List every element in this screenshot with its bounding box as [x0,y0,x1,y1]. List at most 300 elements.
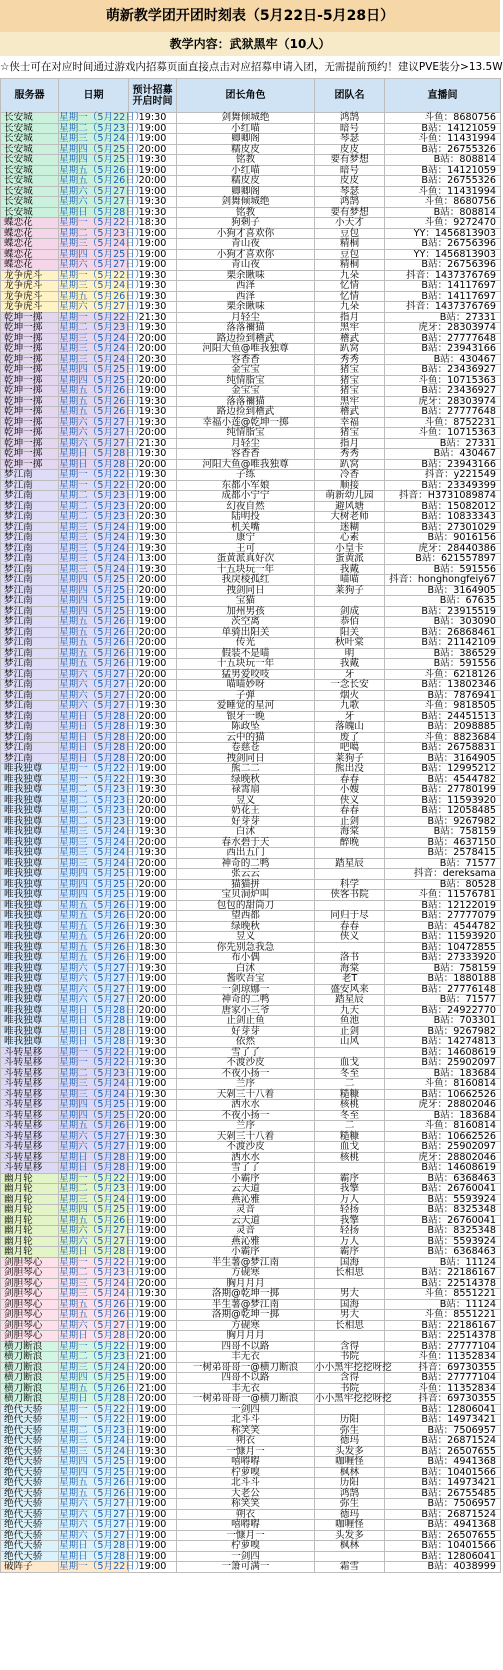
date-cell: 星期二（5月23日） [59,1067,145,1079]
stream-cell: B站：7506957 [385,1499,501,1510]
date-cell: 星期五（5月26日） [59,290,145,302]
stream-cell: B站：183684 [385,1110,501,1121]
time-cell: 19:30 [129,1289,177,1300]
date-cell: 星期四（5月25日） [59,1456,145,1467]
server-cell: 剑胆琴心 [1,1320,59,1331]
team-cell [315,596,385,607]
server-cell: 斗转星移 [1,1110,59,1121]
time-cell: 19:30 [129,701,177,712]
team-cell: 春春 [315,774,385,785]
date-cell: 星期一（5月22日） [59,1561,145,1572]
leader-cell: 陈政坠 [177,722,315,733]
leader-cell: 蛋黄派真好次 [177,554,315,565]
server-cell: 绝代天骄 [1,1520,59,1531]
leader-cell: 雪了了 [177,1047,315,1058]
leader-cell: 兰序 [177,1121,315,1132]
team-cell: 长相思 [315,1320,385,1331]
stream-cell: B站：14117697 [385,281,501,292]
table-row [1,354,501,365]
leader-cell: 幻夜自然 [177,501,315,512]
server-cell: 唯我独尊 [1,921,59,932]
table-row [1,879,501,890]
team-cell: 血戈 [315,1058,385,1069]
table-row [1,942,501,953]
date-cell: 星期四（5月25日） [59,868,145,879]
table-row [1,386,501,397]
table-row [1,1194,501,1205]
date-cell: 星期二（5月23日） [59,784,145,795]
stream-cell: B站：27333920 [385,953,501,964]
table-row [1,1026,501,1037]
team-cell: 德玛 [315,1436,385,1447]
server-cell: 梦江南 [1,680,59,691]
server-cell: 唯我独尊 [1,963,59,974]
table-row [1,407,501,418]
stream-cell: B站：25902097 [385,1058,501,1069]
server-cell: 幽月轮 [1,1236,59,1247]
server-cell: 绝代天骄 [1,1467,59,1478]
table-row [1,806,501,817]
leader-cell: 止剑止鱼 [177,1016,315,1027]
leader-cell: 洛期@乾坤一掷 [177,1310,315,1321]
date-cell: 星期五（5月26日） [59,1214,145,1226]
team-cell: 熊出没 [315,764,385,775]
team-cell: 二 [315,1121,385,1132]
server-cell: 长安城 [1,186,59,197]
time-cell: 19:00 [129,1026,177,1037]
team-cell: 稽武 [315,407,385,418]
team-cell: 我擎 [315,1184,385,1195]
stream-cell: B站：10662526 [385,1131,501,1142]
date-cell: 星期三（5月24日） [59,836,145,848]
team-cell: 黑牢 [315,323,385,334]
table-row [1,1320,501,1331]
team-cell [315,1278,385,1289]
team-cell: 侠义 [315,932,385,943]
team-cell: 九朵 [315,302,385,313]
stream-cell: B站：11593920 [385,795,501,806]
time-cell: 19:30 [129,291,177,302]
leader-cell: 纯情脂宝 [177,428,315,439]
stream-cell: B站：27777104 [385,1341,501,1352]
date-cell: 星期四（5月25日） [59,574,145,585]
leader-cell: 成都小宁宁 [177,491,315,502]
table-row [1,249,501,260]
date-cell: 星期六（5月27日） [59,679,145,690]
header-row [1,79,501,113]
team-cell: 长相思 [315,1268,385,1279]
team-cell: 冬至 [315,1068,385,1079]
date-cell: 星期日（5月28日） [59,710,145,722]
team-cell: 书院 [315,1352,385,1363]
stream-cell: B站：13802346 [385,680,501,691]
table-row [1,554,501,565]
time-cell: 19:30 [129,417,177,428]
team-cell: 喵喵 [315,575,385,586]
date-cell: 星期六（5月27日） [59,689,145,701]
leader-cell: 灵音 [177,1226,315,1237]
leader-cell: 糯皮皮 [177,176,315,187]
leader-cell: 子弹 [177,690,315,701]
server-cell: 唯我独尊 [1,837,59,848]
time-cell: 19:00 [129,1320,177,1331]
table-row [1,1425,501,1436]
time-cell: 19:00 [129,1236,177,1247]
table-row [1,606,501,617]
notice-text: ☆侠士可在对应时间通过游戏内招募页面直接点击对应招募申请入团，无需提前预约！建议PVE装分>13.5W [0,56,500,78]
stream-cell: 斗鱼：11352834 [385,1383,501,1394]
table-row [1,1446,501,1457]
team-cell: 山风 [315,1037,385,1048]
time-cell: 20:00 [129,858,177,869]
stream-cell: B站：5593924 [385,1194,501,1205]
team-cell: 琴瑟 [315,186,385,197]
server-cell: 斗转星移 [1,1142,59,1153]
stream-cell: 抖音：honghongfeiy67 [385,575,501,586]
time-cell: 19:00 [129,1121,177,1132]
table-row [1,533,501,544]
stream-cell: B站：27777648 [385,407,501,418]
stream-cell: B站：10833343 [385,512,501,523]
leader-cell: 昱义 [177,795,315,806]
stream-cell: 抖音：dereksama [385,869,501,880]
team-cell: 国海 [315,1299,385,1310]
table-row [1,753,501,764]
stream-cell: B站：8325348 [385,1226,501,1237]
date-cell: 星期六（5月27日） [59,1529,145,1541]
date-cell: 星期六（5月27日） [59,196,145,207]
stream-cell: 斗鱼：8551221 [385,1289,501,1300]
stream-cell: B站：9016156 [385,533,501,544]
team-cell: 鸿鹄 [315,113,385,124]
date-cell: 星期五（5月26日） [59,637,145,648]
table-row [1,260,501,271]
team-cell: 枫林 [315,1541,385,1552]
time-cell: 19:30 [129,564,177,575]
server-cell: 梦江南 [1,585,59,596]
stream-cell: 斗鱼：11431994 [385,134,501,145]
date-cell: 星期一（5月22日） [59,1046,145,1058]
table-row [1,428,501,439]
stream-cell: B站：22514378 [385,1278,501,1289]
time-cell: 20:00 [129,501,177,512]
stream-cell: B站：22514378 [385,1331,501,1342]
time-cell: 19:00 [129,249,177,260]
stream-cell: B站：22186167 [385,1268,501,1279]
stream-cell: 虎牙：28802046 [385,1152,501,1163]
server-cell: 斗转星移 [1,1089,59,1100]
time-cell: 19:00 [129,1215,177,1226]
time-cell: 19:30 [129,1037,177,1048]
stream-cell: B站：11593920 [385,932,501,943]
time-cell: 19:00 [129,1530,177,1541]
stream-cell: B站：303090 [385,617,501,628]
time-cell: 19:00 [129,1310,177,1321]
stream-cell: B站：14117697 [385,291,501,302]
server-cell: 乾坤一掷 [1,407,59,418]
team-cell: 咖喱怪 [315,1520,385,1531]
time-cell: 19:30 [129,281,177,292]
team-cell: 洛书 [315,953,385,964]
table-row [1,1530,501,1541]
team-cell: 废了 [315,732,385,743]
table-row [1,228,501,239]
team-cell: 迷糊 [315,522,385,533]
time-cell: 20:00 [129,1278,177,1289]
stream-cell: B站：14973421 [385,1478,501,1489]
table-row [1,1205,501,1216]
leader-cell: 金宝宝 [177,365,315,376]
date-cell: 星期三（5月24日） [59,1435,145,1446]
team-cell: 血戈 [315,1142,385,1153]
time-cell: 20:00 [129,480,177,491]
server-cell: 剑胆琴心 [1,1289,59,1300]
server-cell: 唯我独尊 [1,984,59,995]
leader-cell: 一箫可满一 [177,1562,315,1573]
leader-cell: 嘻嘚嘚 [177,1457,315,1468]
server-cell: 梦江南 [1,701,59,712]
team-cell: 冷香 [315,470,385,481]
leader-cell: 子练 [177,470,315,481]
date-cell: 星期五（5月26日） [59,1487,145,1499]
leader-cell: 半生薯@梦江南 [177,1257,315,1268]
server-cell: 斗转星移 [1,1058,59,1069]
team-cell: 皮皮 [315,144,385,155]
team-cell: 醉晚 [315,837,385,848]
leader-cell: 绿晚秋 [177,774,315,785]
time-cell: 20:00 [129,690,177,701]
server-cell: 唯我独尊 [1,764,59,775]
date-cell: 星期三（5月24日） [59,238,145,249]
team-cell: 小皇卡 [315,543,385,554]
leader-cell: 宝猫 [177,596,315,607]
time-cell: 19:30 [129,1058,177,1069]
stream-cell: B站：8325348 [385,1205,501,1216]
stream-cell: B站：27331 [385,312,501,323]
time-cell: 19:00 [129,123,177,134]
date-cell: 星期五（5月26日） [59,626,145,638]
table-row [1,239,501,250]
time-cell: 19:30 [129,470,177,481]
date-cell: 星期日（5月28日） [59,448,145,459]
time-cell: 19:00 [129,522,177,533]
team-cell: 霜雪 [315,1562,385,1573]
team-cell: 含得 [315,1373,385,1384]
stream-cell: B站：71577 [385,858,501,869]
table-row [1,207,501,218]
stream-cell: B站：15082012 [385,501,501,512]
server-cell: 梦江南 [1,522,59,533]
server-cell: 乾坤一掷 [1,449,59,460]
team-cell: 核桃 [315,1100,385,1111]
date-cell: 星期六（5月27日） [59,962,145,974]
leader-cell: 一树弟哥哥一@横刀断浪 [177,1362,315,1373]
team-cell: 我戴 [315,659,385,670]
time-cell: 20:00 [129,732,177,743]
table-row [1,1341,501,1352]
table-row [1,1352,501,1363]
leader-cell: 奶花王 [177,806,315,817]
stream-cell: 斗鱼：11352834 [385,1352,501,1363]
date-cell: 星期六（5月27日） [59,1130,145,1142]
time-cell: 20:00 [129,344,177,355]
team-cell: 德玛 [315,1509,385,1520]
time-cell: 19:00 [129,953,177,964]
time-cell: 19:30 [129,921,177,932]
leader-cell: 嘻嘚嘚 [177,1520,315,1531]
stream-cell: 斗鱼：8680756 [385,197,501,208]
time-cell: 20:00 [129,995,177,1006]
date-cell: 星期五（5月26日） [59,406,145,417]
time-cell: 19:00 [129,1467,177,1478]
date-cell: 星期三（5月24日） [59,826,145,837]
date-cell: 星期二（5月23日） [59,815,145,827]
team-cell: 弥生 [315,1425,385,1436]
header-team: 团队名 [315,79,385,113]
team-cell: 我擎 [315,1215,385,1226]
leader-cell: 路边捡到稽武 [177,333,315,344]
table-row [1,1100,501,1111]
server-cell: 乾坤一掷 [1,417,59,428]
server-cell: 梦江南 [1,575,59,586]
server-cell: 剑胆琴心 [1,1278,59,1289]
date-cell: 星期五（5月26日） [59,920,145,932]
date-cell: 星期二（5月23日） [59,805,145,816]
server-cell: 梦江南 [1,669,59,680]
time-cell: 20:00 [129,459,177,470]
leader-cell: 糯皮皮 [177,144,315,155]
server-cell: 乾坤一掷 [1,386,59,397]
stream-cell: B站：23915519 [385,606,501,617]
leader-cell: 加州男孩 [177,606,315,617]
leader-cell: 禄霄扇 [177,785,315,796]
team-cell: 小嫂 [315,785,385,796]
time-cell: 19:30 [129,1446,177,1457]
date-cell: 星期日（5月28日） [59,742,145,753]
time-cell: 20:00 [129,932,177,943]
leader-cell: 宝贝洞炉叫 [177,890,315,901]
leader-cell: 剑舞倾城绝 [177,113,315,124]
team-cell: 书院 [315,1383,385,1394]
table-row [1,984,501,995]
header-date: 日期 [59,79,129,113]
header-time: 预计招募开启时间 [129,79,177,113]
leader-cell: 称笑笑 [177,1425,315,1436]
page-title: 萌新教学团开团时刻表（5月22日-5月28日） [0,0,500,32]
leader-cell: 青山夜 [177,239,315,250]
server-cell: 绝代天骄 [1,1457,59,1468]
team-cell: 一念长安 [315,680,385,691]
team-cell: 稽武 [315,333,385,344]
server-cell: 绝代天骄 [1,1446,59,1457]
time-cell: 20:00 [129,1005,177,1016]
server-cell: 龙争虎斗 [1,270,59,281]
date-cell: 星期六（5月27日） [59,994,145,1005]
stream-cell: B站：3164905 [385,585,501,596]
date-cell: 星期二（5月23日） [59,1183,145,1194]
table-row [1,1415,501,1426]
stream-cell: 斗鱼：8680756 [385,113,501,124]
time-cell: 19:00 [129,648,177,659]
stream-cell: B站：24451513 [385,711,501,722]
date-cell: 星期日（5月28日） [59,1151,145,1163]
time-cell: 19:00 [129,1509,177,1520]
table-row [1,1299,501,1310]
table-row [1,1436,501,1447]
date-cell: 星期六（5月27日） [59,301,145,312]
stream-cell: B站：23943166 [385,344,501,355]
stream-cell: B站：4038999 [385,1562,501,1573]
stream-cell: B站：4544782 [385,774,501,785]
team-cell: 我戴 [315,564,385,575]
server-cell: 幽月轮 [1,1173,59,1184]
table-row [1,638,501,649]
time-cell: 19:00 [129,1194,177,1205]
server-cell: 长安城 [1,155,59,166]
stream-cell: B站：4941368 [385,1520,501,1531]
time-cell: 19:00 [129,1541,177,1552]
time-cell: 20:00 [129,176,177,187]
server-cell: 梦江南 [1,722,59,733]
leader-cell: 十五块玩一年 [177,564,315,575]
leader-cell: 白沭 [177,963,315,974]
server-cell: 幽月轮 [1,1247,59,1258]
time-cell: 19:00 [129,1226,177,1237]
server-cell: 唯我独尊 [1,1016,59,1027]
time-cell: 19:00 [129,1415,177,1426]
stream-cell: B站：10662526 [385,1089,501,1100]
table-row [1,1079,501,1090]
time-cell: 19:00 [129,491,177,502]
leader-cell: 不夜小扬一 [177,1068,315,1079]
server-cell: 绝代天骄 [1,1436,59,1447]
server-cell: 斗转星移 [1,1121,59,1132]
time-cell: 20:00 [129,795,177,806]
server-cell: 斗转星移 [1,1047,59,1058]
stream-cell: B站：26756396 [385,239,501,250]
stream-cell: B站：14608619 [385,1047,501,1058]
table-row [1,323,501,334]
table-row [1,953,501,964]
team-cell: 秀秀 [315,354,385,365]
time-cell: 20:00 [129,806,177,817]
date-cell: 星期一（5月22日） [59,773,145,785]
table-row [1,186,501,197]
stream-cell: B站：26760041 [385,1215,501,1226]
time-cell: 19:00 [129,617,177,628]
team-cell: 冬至 [315,1110,385,1121]
time-cell: 19:00 [129,1268,177,1279]
server-cell: 唯我独尊 [1,795,59,806]
stream-cell: 抖音：H3731089874 [385,491,501,502]
team-cell: 男大 [315,1289,385,1300]
time-cell: 19:00 [129,228,177,239]
time-cell: 19:30 [129,1131,177,1142]
team-cell: 老T [315,974,385,985]
date-cell: 星期四（5月25日） [59,374,145,386]
server-cell: 蝶恋花 [1,218,59,229]
time-cell: 19:00 [129,890,177,901]
time-cell: 19:30 [129,197,177,208]
date-cell: 星期二（5月23日） [59,500,145,512]
table-row [1,1005,501,1016]
stream-cell: 虎牙：28303974 [385,396,501,407]
team-cell: 秋叶棠 [315,638,385,649]
time-cell: 19:00 [129,764,177,775]
table-row [1,648,501,659]
server-cell: 乾坤一掷 [1,438,59,449]
table-row [1,1362,501,1373]
